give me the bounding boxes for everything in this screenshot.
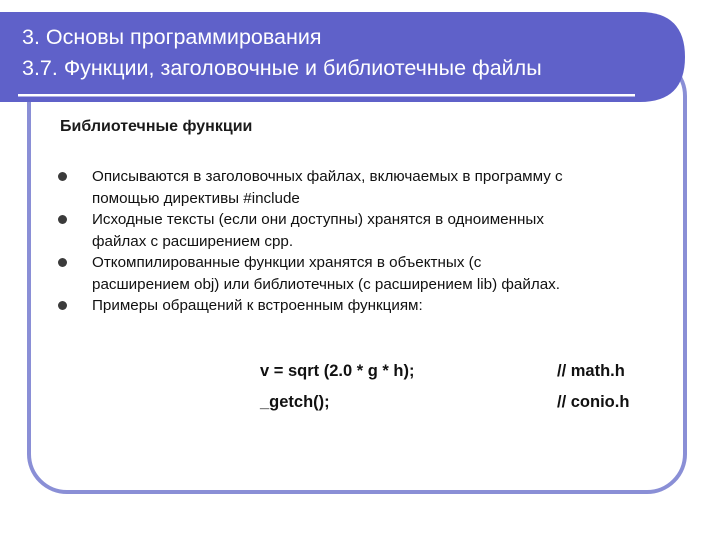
bullet-icon (58, 258, 67, 267)
bullet-text-line: Примеры обращений к встроенным функциям: (92, 297, 423, 314)
bullet-icon (58, 301, 67, 310)
code-comment: // conio.h (557, 393, 630, 411)
title-line-2: 3.7. Функции, заголовочные и библиотечные файлы (22, 56, 542, 80)
bullet-text-line: расширением obj) или библиотечных (с расширением lib) файлах. (92, 275, 560, 293)
bullet-icon (58, 215, 67, 224)
code-line: v = sqrt (2.0 * g * h); (260, 362, 415, 380)
title-line-1: 3. Основы программирования (22, 25, 322, 49)
list-item (58, 209, 668, 252)
title-underline (18, 94, 635, 97)
bullet-text-line: файлах с расширением cpp. (92, 232, 294, 250)
section-heading: Библиотечные функции (60, 118, 253, 135)
bullet-text-line: помощью директивы #include (92, 189, 300, 207)
bullet-text-line: Описываются в заголовочных файлах, включаемых в программу с (92, 168, 563, 185)
list-item (58, 252, 668, 295)
bullet-text-line: Исходные тексты (если они доступны) хранятся в одноименных (92, 211, 544, 228)
code-line: _getch(); (260, 393, 330, 411)
code-comments (557, 356, 629, 418)
slide-title (22, 22, 652, 84)
code-statements (260, 356, 415, 418)
bullet-list (58, 166, 668, 317)
bullet-text-line: Откомпилированные функции хранятся в объектных (с (92, 254, 482, 271)
list-item (58, 166, 668, 209)
list-item (58, 295, 668, 317)
bullet-icon (58, 172, 67, 181)
code-comment: // math.h (557, 362, 625, 380)
